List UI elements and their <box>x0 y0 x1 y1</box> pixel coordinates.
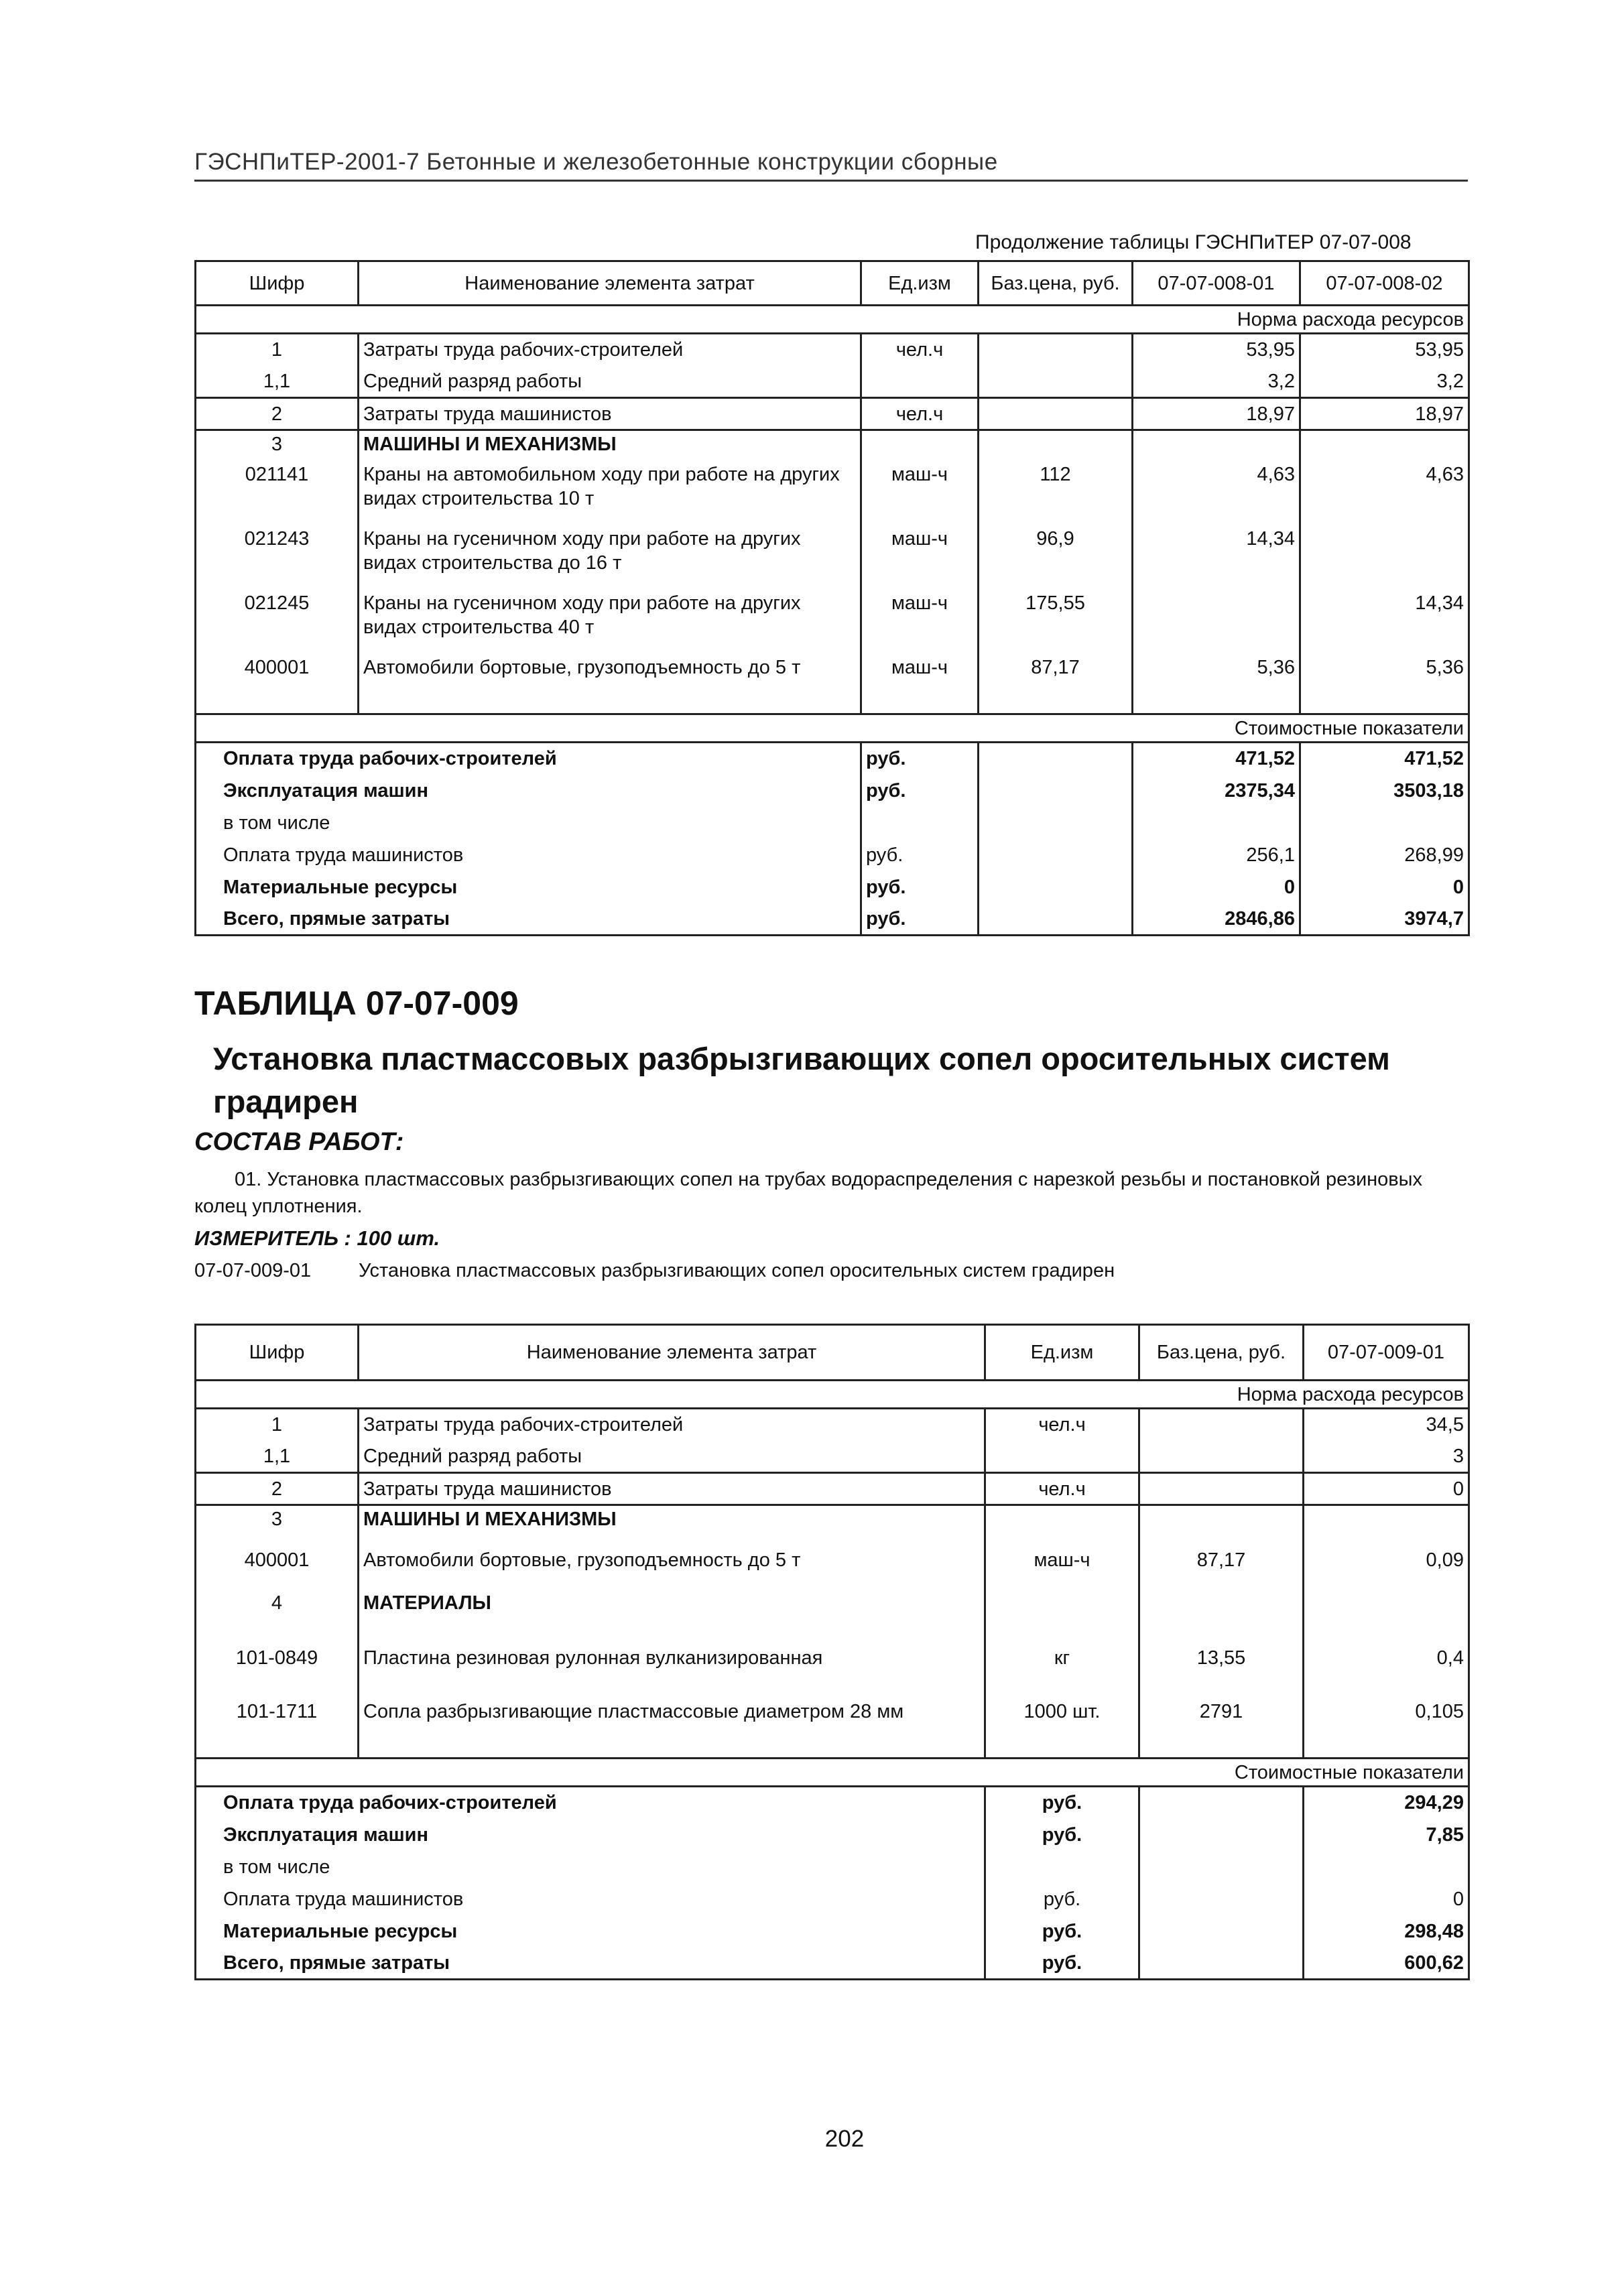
col-header-unit: Ед.изм <box>985 1325 1139 1381</box>
table-row-section-header: 3 МАШИНЫ И МЕХАНИЗМЫ <box>196 430 1469 458</box>
table-row-section-header: 4 МАТЕРИАЛЫ <box>196 1587 1469 1631</box>
cost-row: Эксплуатация машин руб. 7,85 <box>196 1819 1469 1851</box>
col-header-variant-1: 07-07-009-01 <box>1304 1325 1469 1381</box>
cost-row: Материальные ресурсы руб. 0 0 <box>196 871 1469 903</box>
table-row: 021245 Краны на гусеничном ходу при работе на других видах строительства 40 т маш-ч 175,55 14,34 <box>196 587 1469 651</box>
norm-label-row <box>196 306 1469 334</box>
table-row: 1 Затраты труда рабочих-строителей чел.ч 34,5 <box>196 1409 1469 1441</box>
table-row: 400001 Автомобили бортовые, грузоподъемность до 5 т маш-ч 87,17 5,36 5,36 <box>196 651 1469 712</box>
cost-row: Оплата труда машинистов руб. 0 <box>196 1883 1469 1915</box>
cost-row: Эксплуатация машин руб. 2375,34 3503,18 <box>196 775 1469 807</box>
norm-code: 07-07-009-01 <box>194 1260 312 1281</box>
col-header-name: Наименование элемента затрат <box>359 261 861 306</box>
col-header-variant-2: 07-07-008-02 <box>1300 261 1469 306</box>
table-header-row <box>196 1325 1469 1381</box>
table-row: 021141 Краны на автомобильном ходу при работе на других видах строительства 10 т маш-ч 112 4,63 4,63 <box>196 458 1469 523</box>
cost-row: в том числе <box>196 807 1469 839</box>
running-head: ГЭСНПиТЕР-2001-7 Бетонные и железобетонные конструкции сборные <box>194 149 998 175</box>
table-title: Установка пластмассовых разбрызгивающих сопел оросительных систем градирен <box>213 1041 1390 1119</box>
table-row: 2 Затраты труда машинистов чел.ч 0 <box>196 1473 1469 1505</box>
table-row: 101-1711 Сопла разбрызгивающие пластмассовые диаметром 28 мм 1000 шт. 2791 0,105 <box>196 1685 1469 1738</box>
col-header-unit: Ед.изм <box>861 261 979 306</box>
col-header-code: Шифр <box>196 1325 359 1381</box>
table-row: 1 Затраты труда рабочих-строителей чел.ч 53,95 53,95 <box>196 334 1469 366</box>
norm-label-row <box>196 1381 1469 1409</box>
table-continuation-label: Продолжение таблицы ГЭСНПиТЕР 07-07-008 <box>975 231 1412 253</box>
norm-code-title: Установка пластмассовых разбрызгивающих сопел оросительных систем градирен <box>359 1260 1115 1281</box>
cost-row: Оплата труда машинистов руб. 256,1 268,99 <box>196 839 1469 871</box>
cost-row-total: Всего, прямые затраты руб. 600,62 <box>196 1948 1469 1980</box>
cost-label: Стоимостные показатели <box>196 1759 1469 1787</box>
col-header-variant-1: 07-07-008-01 <box>1133 261 1300 306</box>
col-header-price: Баз.цена, руб. <box>1139 1325 1304 1381</box>
table-number-heading: ТАБЛИЦА 07-07-009 <box>194 984 519 1022</box>
table-row: 2 Затраты труда машинистов чел.ч 18,97 18,97 <box>196 398 1469 430</box>
cost-row: в том числе <box>196 1851 1469 1883</box>
resource-table-07-07-008 <box>194 260 1470 936</box>
table-row: 101-0849 Пластина резиновая рулонная вулканизированная кг 13,55 0,4 <box>196 1631 1469 1685</box>
col-header-price: Баз.цена, руб. <box>979 261 1133 306</box>
cost-label-row <box>196 714 1469 743</box>
cost-row: Оплата труда рабочих-строителей руб. 471,52 471,52 <box>196 743 1469 775</box>
cost-label-row <box>196 1759 1469 1787</box>
table-row: 021243 Краны на гусеничном ходу при работе на других видах строительства до 16 т маш-ч 96,9 14,34 <box>196 523 1469 587</box>
table-row: 400001 Автомобили бортовые, грузоподъемность до 5 т маш-ч 87,17 0,09 <box>196 1533 1469 1587</box>
header-divider <box>194 180 1468 182</box>
table-row: 1,1 Средний разряд работы 3 <box>196 1441 1469 1473</box>
norm-label: Норма расхода ресурсов <box>1139 1381 1469 1409</box>
norm-label: Норма расхода ресурсов <box>1133 306 1469 334</box>
col-header-code: Шифр <box>196 261 359 306</box>
cost-row: Материальные ресурсы руб. 298,48 <box>196 1915 1469 1948</box>
cost-row-total: Всего, прямые затраты руб. 2846,86 3974,7 <box>196 903 1469 936</box>
cost-label: Стоимостные показатели <box>196 714 1469 743</box>
work-item-text: 01. Установка пластмассовых разбрызгивающих сопел на трубах водораспределения с нарезкой резьбы и постановкой резиновых колец уплотнения. <box>194 1169 1423 1217</box>
page-number: 202 <box>824 2126 865 2152</box>
col-header-name: Наименование элемента затрат <box>359 1325 985 1381</box>
table-row-section-header: 3 МАШИНЫ И МЕХАНИЗМЫ <box>196 1505 1469 1533</box>
work-composition-label: СОСТАВ РАБОТ: <box>194 1128 404 1156</box>
measure-unit-label: ИЗМЕРИТЕЛЬ : 100 шт. <box>194 1226 440 1250</box>
resource-table-07-07-009 <box>194 1324 1470 1980</box>
table-row: 1,1 Средний разряд работы 3,2 3,2 <box>196 366 1469 398</box>
cost-row: Оплата труда рабочих-строителей руб. 294,29 <box>196 1787 1469 1819</box>
table-header-row <box>196 261 1469 306</box>
